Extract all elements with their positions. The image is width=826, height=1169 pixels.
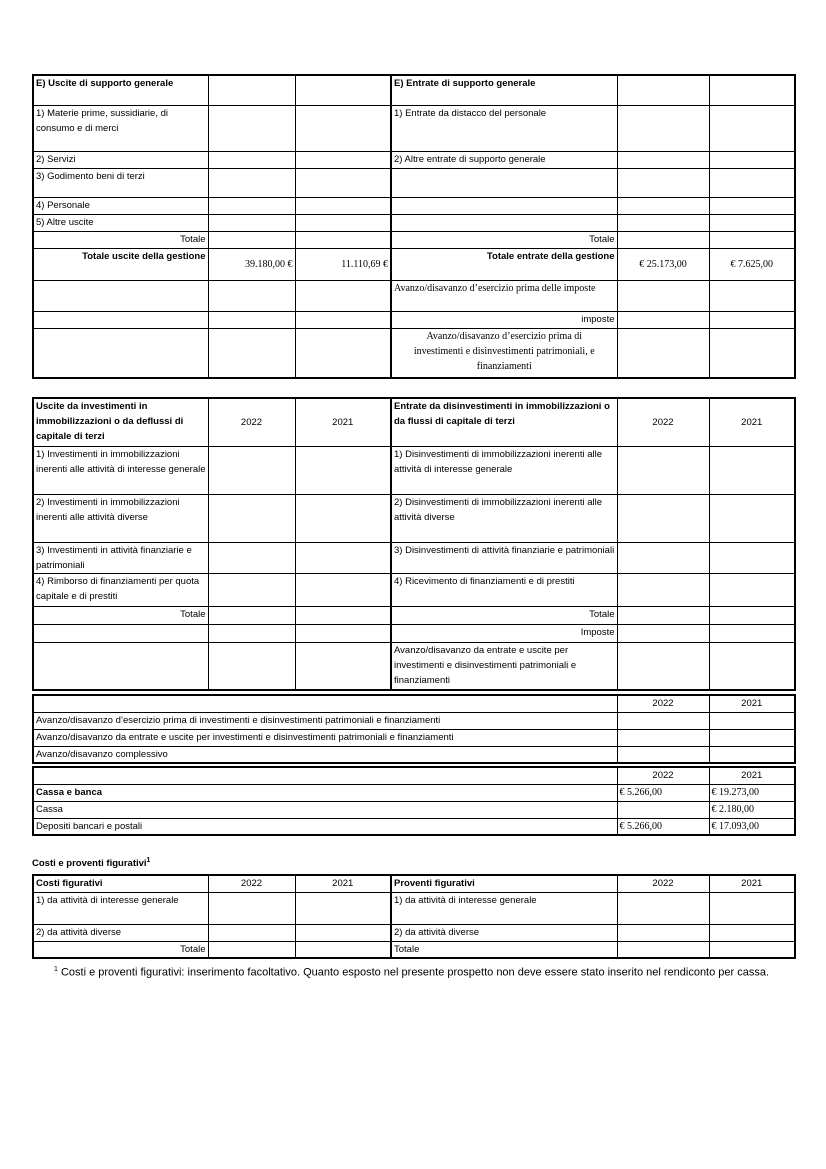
investimenti-table: [32, 397, 796, 691]
costi-row-label: 1) da attività di interesse generale: [33, 892, 208, 924]
totale-uscite-e: Totale: [33, 231, 208, 248]
cell: [709, 75, 795, 105]
figurativi-table: [32, 874, 796, 959]
entrate-row-label: 2) Altre entrate di supporto generale: [391, 151, 617, 168]
totale-uscite-gestione-label: Totale uscite della gestione: [33, 248, 208, 280]
year-2022-header: 2022: [208, 398, 295, 446]
disinvestimenti-row-label: 1) Disinvestimenti di immobilizzazioni inerenti alle attività di interesse generale: [391, 446, 617, 494]
avanzo-prima-imposte: Avanzo/disavanzo d’esercizio prima delle imposte: [391, 280, 617, 311]
totale-costi-figurativi: Totale: [33, 941, 208, 958]
figurativi-title: [32, 857, 150, 869]
investimenti-row-label: 1) Investimenti in immobilizzazioni inerenti alle attività di interesse generale: [33, 446, 208, 494]
year-2022-header: 2022: [617, 695, 709, 712]
uscite-investimenti-header: Uscite da investimenti in immobilizzazioni o da deflussi di capitale di terzi: [33, 398, 208, 446]
totale-entrate-2022: € 25.173,00: [617, 248, 709, 280]
cassa-banca-2022: € 5.266,00: [617, 784, 709, 801]
proventi-row-label: 2) da attività diverse: [391, 924, 617, 941]
cell: [617, 75, 709, 105]
investimenti-row-label: 4) Rimborso di finanziamenti per quota capitale e di prestiti: [33, 573, 208, 606]
uscite-supporto-header: E) Uscite di supporto generale: [33, 75, 208, 105]
riepilogo-row-label: Avanzo/disavanzo d’esercizio prima di investimenti e disinvestimenti patrimoniali e finanziamenti: [33, 712, 617, 729]
depositi-label: Depositi bancari e postali: [33, 818, 617, 835]
totale-proventi-figurativi: Totale: [391, 941, 617, 958]
footnote-text: Costi e proventi figurativi: inserimento facoltativo. Quanto esposto nel presente prospetto non deve essere stato inserito nel rendiconto per cassa.: [60, 966, 770, 979]
year-2021-header: 2021: [709, 767, 795, 784]
depositi-2021: € 17.093,00: [709, 818, 795, 835]
totale-entrate-e: Totale: [391, 231, 617, 248]
costi-figurativi-header: Costi figurativi: [33, 875, 208, 892]
uscite-row-label: 4) Personale: [33, 197, 208, 214]
year-2021-header: 2021: [295, 398, 391, 446]
year-2022-header: 2022: [617, 398, 709, 446]
proventi-figurativi-header: Proventi figurativi: [391, 875, 617, 892]
section-e-table: [32, 74, 796, 379]
totale-entrate-gestione-label: Totale entrate della gestione: [391, 248, 617, 280]
totale-entrate-2021: € 7.625,00: [709, 248, 795, 280]
uscite-row-label: 3) Godimento beni di terzi: [33, 168, 208, 197]
riepilogo-row-label: Avanzo/disavanzo da entrate e uscite per investimenti e disinvestimenti patrimoniali e finanziamenti: [33, 729, 617, 746]
entrate-row-label: [391, 214, 617, 231]
totale-uscite-2022: 39.180,00 €: [208, 248, 295, 280]
cassa-banca-2021: € 19.273,00: [709, 784, 795, 801]
totale-disinvestimenti: Totale: [391, 606, 617, 624]
investimenti-row-label: 2) Investimenti in immobilizzazioni inerenti alle attività diverse: [33, 494, 208, 542]
disinvestimenti-row-label: 2) Disinvestimenti di immobilizzazioni inerenti alle attività diverse: [391, 494, 617, 542]
year-2021-header: 2021: [709, 398, 795, 446]
cell: [208, 75, 295, 105]
avanzo-investimenti: Avanzo/disavanzo da entrate e uscite per investimenti e disinvestimenti patrimoniali e finanziamenti: [391, 642, 617, 690]
riepilogo-row-label: Avanzo/disavanzo complessivo: [33, 746, 617, 763]
investimenti-row-label: 3) Investimenti in attività finanziarie e patrimoniali: [33, 542, 208, 573]
cell: [33, 767, 617, 784]
year-2021-header: 2021: [295, 875, 391, 892]
entrate-row-label: [391, 197, 617, 214]
disinvestimenti-row-label: 4) Ricevimento di finanziamenti e di prestiti: [391, 573, 617, 606]
year-2022-header: 2022: [617, 767, 709, 784]
year-2021-header: 2021: [709, 695, 795, 712]
cassa-table: [32, 766, 796, 836]
proventi-row-label: 1) da attività di interesse generale: [391, 892, 617, 924]
entrate-supporto-header: E) Entrate di supporto generale: [391, 75, 617, 105]
footnote: [54, 962, 794, 981]
footnote-number: 1: [54, 966, 58, 973]
cassa-2021: € 2.180,00: [709, 801, 795, 818]
cassa-banca-label: Cassa e banca: [33, 784, 617, 801]
footnote-ref: 1: [146, 857, 151, 864]
entrate-row-label: 1) Entrate da distacco del personale: [391, 105, 617, 151]
entrate-disinvestimenti-header: Entrate da disinvestimenti in immobilizzazioni o da flussi di capitale di terzi: [391, 398, 617, 446]
cell: [33, 695, 617, 712]
totale-uscite-2021: 11.110,69 €: [295, 248, 391, 280]
cassa-label: Cassa: [33, 801, 617, 818]
uscite-row-label: 1) Materie prime, sussidiarie, di consumo e di merci: [33, 105, 208, 151]
riepilogo-table: [32, 694, 796, 764]
year-2021-header: 2021: [709, 875, 795, 892]
totale-investimenti: Totale: [33, 606, 208, 624]
costi-row-label: 2) da attività diverse: [33, 924, 208, 941]
year-2022-header: 2022: [208, 875, 295, 892]
uscite-row-label: 5) Altre uscite: [33, 214, 208, 231]
disinvestimenti-row-label: 3) Disinvestimenti di attività finanziarie e patrimoniali: [391, 542, 617, 573]
year-2022-header: 2022: [617, 875, 709, 892]
imposte-e: imposte: [391, 311, 617, 328]
avanzo-prima-investimenti: Avanzo/disavanzo d’esercizio prima di investimenti e disinvestimenti patrimoniali, e finanziamenti: [391, 328, 617, 378]
depositi-2022: € 5.266,00: [617, 818, 709, 835]
imposte-investimenti: Imposte: [391, 624, 617, 642]
figurativi-title-text: Costi e proventi figurativi: [32, 858, 147, 870]
cell: [295, 75, 391, 105]
uscite-row-label: 2) Servizi: [33, 151, 208, 168]
entrate-row-label: [391, 168, 617, 197]
